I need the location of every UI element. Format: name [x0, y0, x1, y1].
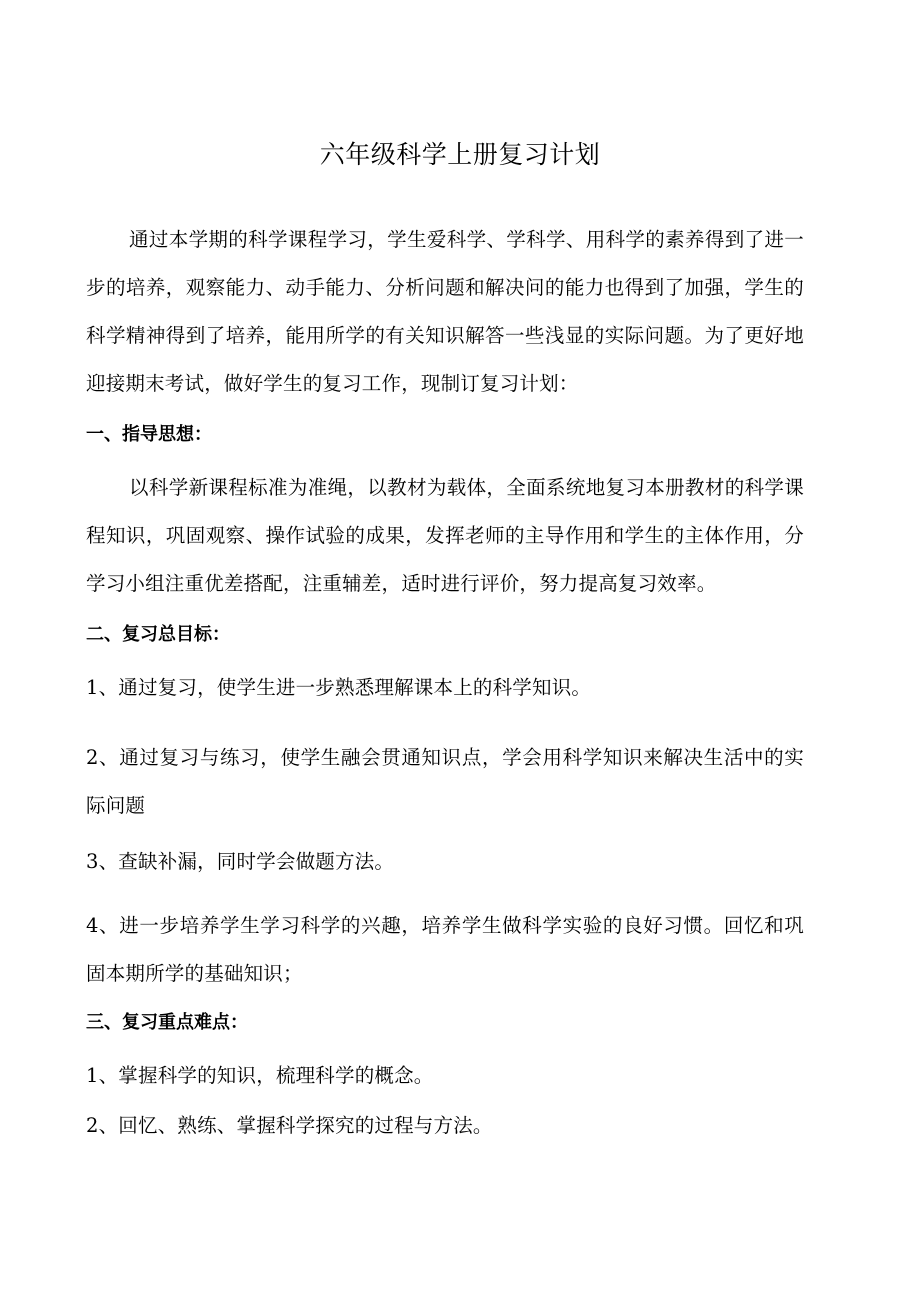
section-heading-key-points: 三、复习重点难点：: [86, 1012, 248, 1033]
review-goal-item-3: 3、查缺补漏，同时学会做题方法。: [86, 850, 395, 873]
key-point-item-2: 2、回忆、熟练、掌握科学探究的过程与方法。: [86, 1114, 493, 1137]
guiding-thought-paragraph: 以科学新课程标准为准绳，以教材为载体，全面系统地复习本册教材的科学课程知识，巩固观察、操作试验的成果，发挥老师的主导作用和学生的主体作用，分学习小组注重优差搭配，注重辅差，适时进行评价，努力提高复习效率。: [86, 476, 804, 595]
section-heading-review-goals: 二、复习总目标：: [86, 624, 230, 645]
review-goal-item-2: 2、通过复习与练习，使学生融会贯通知识点，学会用科学知识来解决生活中的实际问题: [86, 746, 804, 817]
review-goal-item-1: 1、通过复习，使学生进一步熟悉理解课本上的科学知识。: [86, 676, 592, 699]
key-point-item-1: 1、掌握科学的知识，梳理科学的概念。: [86, 1064, 434, 1087]
intro-paragraph: 通过本学期的科学课程学习，学生爱科学、学科学、用科学的素养得到了进一步的培养，观察能力、动手能力、分析问题和解决问的能力也得到了加强，学生的科学精神得到了培养，能用所学的有关知识解答一些浅显的实际问题。为了更好地迎接期末考试，做好学生的复习工作，现制订复习计划：: [86, 228, 804, 395]
section-heading-guiding-thought: 一、指导思想：: [86, 424, 212, 445]
page-title: 六年级科学上册复习计划: [319, 140, 601, 169]
review-goal-item-4: 4、进一步培养学生学习科学的兴趣，培养学生做科学实验的良好习惯。回忆和巩固本期所学的基础知识；: [86, 914, 804, 985]
